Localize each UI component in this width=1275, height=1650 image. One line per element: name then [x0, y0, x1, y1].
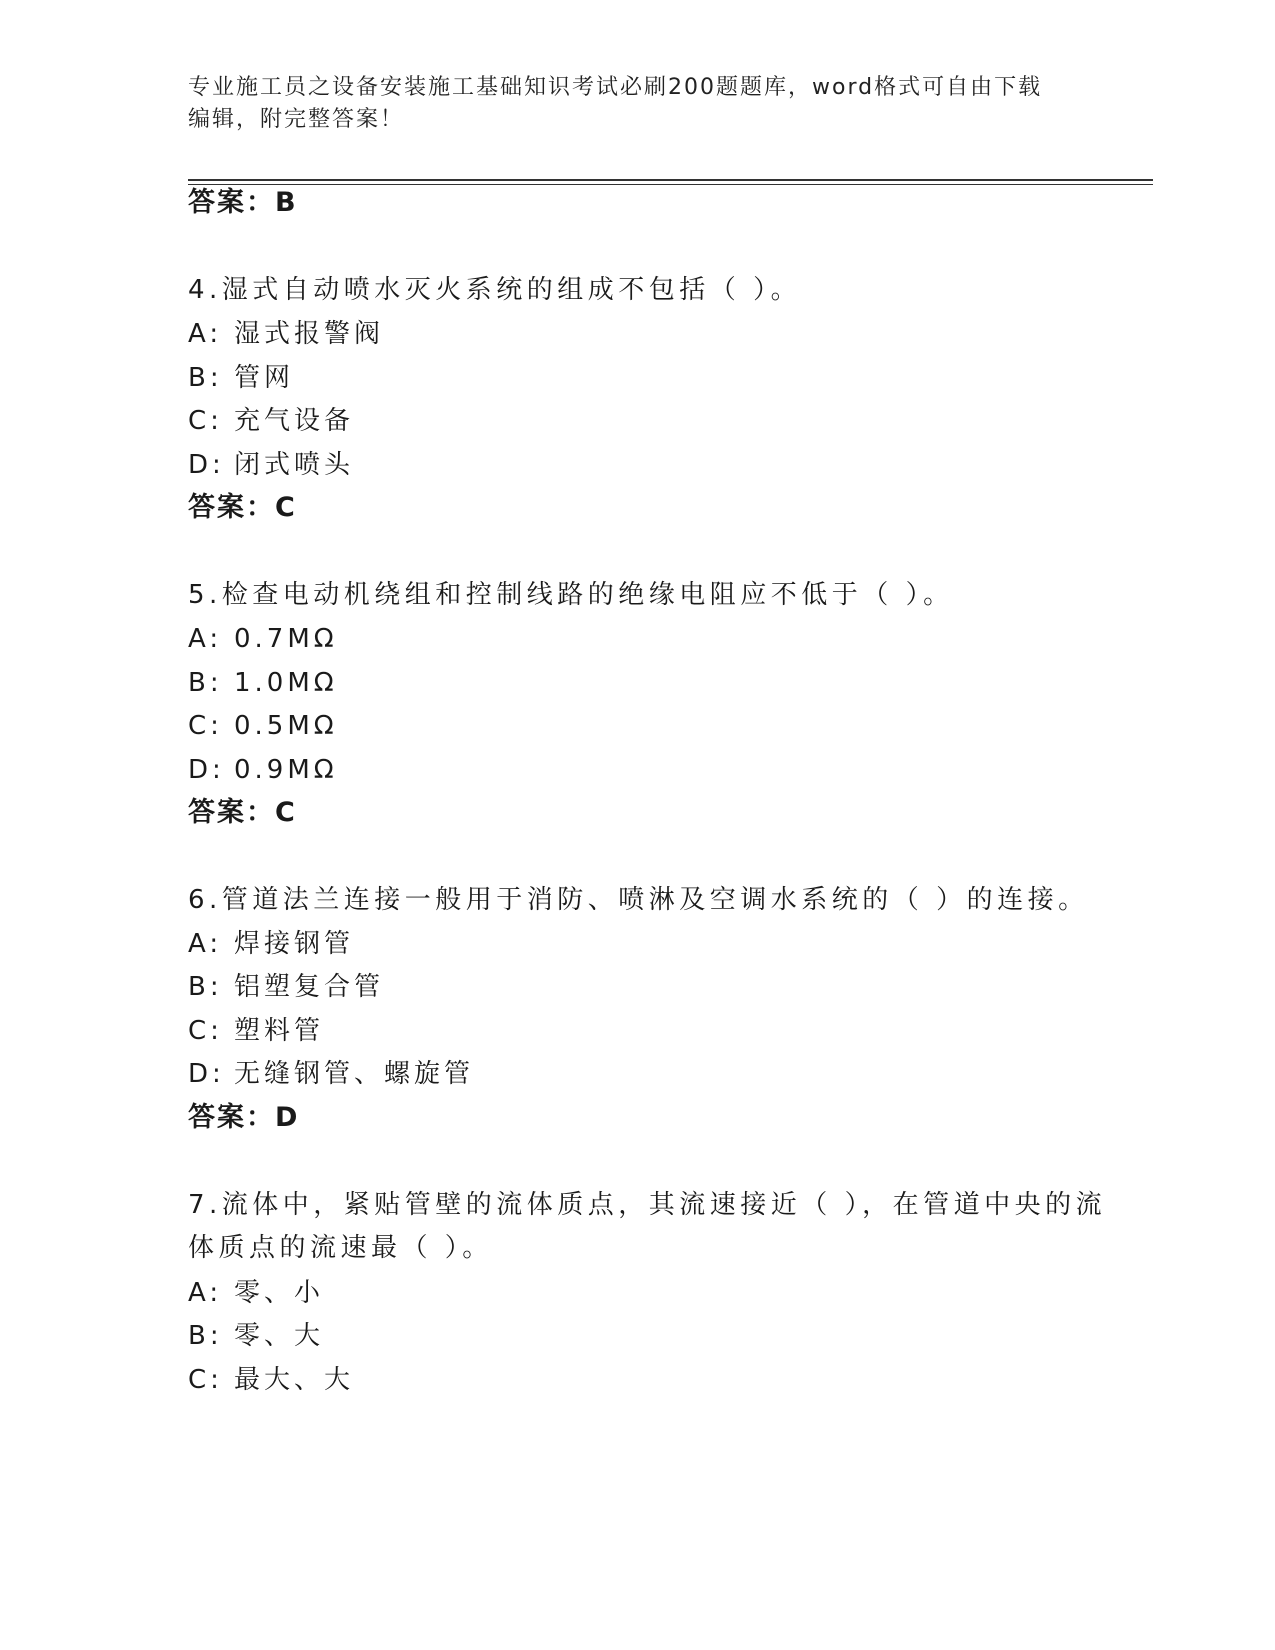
option-text: 焊接钢管	[234, 929, 355, 959]
question-6-option-c	[188, 1014, 324, 1048]
question-7-stem-line-1: 7.流体中，紧贴管壁的流体质点，其流速接近（ ），在管道中央的流	[188, 1190, 1107, 1220]
option-key: D:	[188, 1059, 225, 1089]
option-text: 0.5MΩ	[234, 711, 338, 741]
question-6-answer: 答案：D	[188, 1102, 300, 1133]
option-key: B:	[188, 363, 223, 393]
header-divider-thick	[188, 179, 1153, 181]
option-text: 0.7MΩ	[234, 624, 338, 654]
option-text: 零、小	[234, 1278, 325, 1308]
question-6-option-a	[188, 927, 354, 961]
question-7-option-b	[188, 1319, 324, 1353]
option-key: A:	[188, 624, 223, 654]
previous-answer: 答案：B	[188, 187, 298, 218]
question-4-option-b	[188, 361, 294, 395]
option-text: 1.0MΩ	[234, 668, 338, 698]
question-5-answer: 答案：C	[188, 797, 297, 828]
header-line-1: 专业施工员之设备安装施工基础知识考试必刷200题题库，word格式可自由下载	[188, 75, 1043, 100]
question-5-option-a	[188, 622, 338, 656]
option-text: 0.9MΩ	[234, 755, 338, 785]
question-5-option-d	[188, 753, 338, 787]
option-text: 无缝钢管、螺旋管	[234, 1059, 475, 1089]
question-6-stem: 6.管道法兰连接一般用于消防、喷淋及空调水系统的（ ）的连接。	[188, 885, 1089, 915]
header-divider-thin	[188, 184, 1153, 185]
option-text: 闭式喷头	[234, 450, 355, 480]
option-text: 塑料管	[234, 1016, 325, 1046]
question-4-answer: 答案：C	[188, 492, 297, 523]
option-text: 最大、大	[234, 1365, 355, 1395]
header-line-2: 编辑，附完整答案！	[188, 107, 405, 132]
option-key: A:	[188, 319, 223, 349]
option-key: C:	[188, 1365, 223, 1395]
option-text: 湿式报警阀	[234, 319, 385, 349]
document-header	[188, 72, 1088, 136]
question-4-option-c	[188, 404, 354, 438]
option-key: C:	[188, 711, 223, 741]
question-7-option-a	[188, 1276, 324, 1310]
option-key: D:	[188, 450, 225, 480]
question-4-stem: 4.湿式自动喷水灭火系统的组成不包括（ ）。	[188, 275, 802, 305]
option-key: D:	[188, 755, 225, 785]
question-4-option-a	[188, 317, 384, 351]
option-key: C:	[188, 406, 223, 436]
question-7-option-c	[188, 1363, 354, 1397]
question-5-option-b	[188, 666, 338, 700]
option-key: A:	[188, 929, 223, 959]
option-key: C:	[188, 1016, 223, 1046]
question-7-stem-line-2: 体质点的流速最（ ）。	[188, 1233, 493, 1263]
question-5-option-c	[188, 709, 338, 743]
option-key: A:	[188, 1278, 223, 1308]
option-key: B:	[188, 972, 223, 1002]
question-6-option-d	[188, 1057, 474, 1091]
option-text: 铝塑复合管	[234, 972, 385, 1002]
option-text: 零、大	[234, 1321, 325, 1351]
option-key: B:	[188, 1321, 223, 1351]
question-6-option-b	[188, 970, 384, 1004]
option-text: 充气设备	[234, 406, 355, 436]
option-key: B:	[188, 668, 223, 698]
question-5-stem: 5.检查电动机绕组和控制线路的绝缘电阻应不低于（ ）。	[188, 580, 954, 610]
question-4-option-d	[188, 448, 354, 482]
option-text: 管网	[234, 363, 295, 393]
